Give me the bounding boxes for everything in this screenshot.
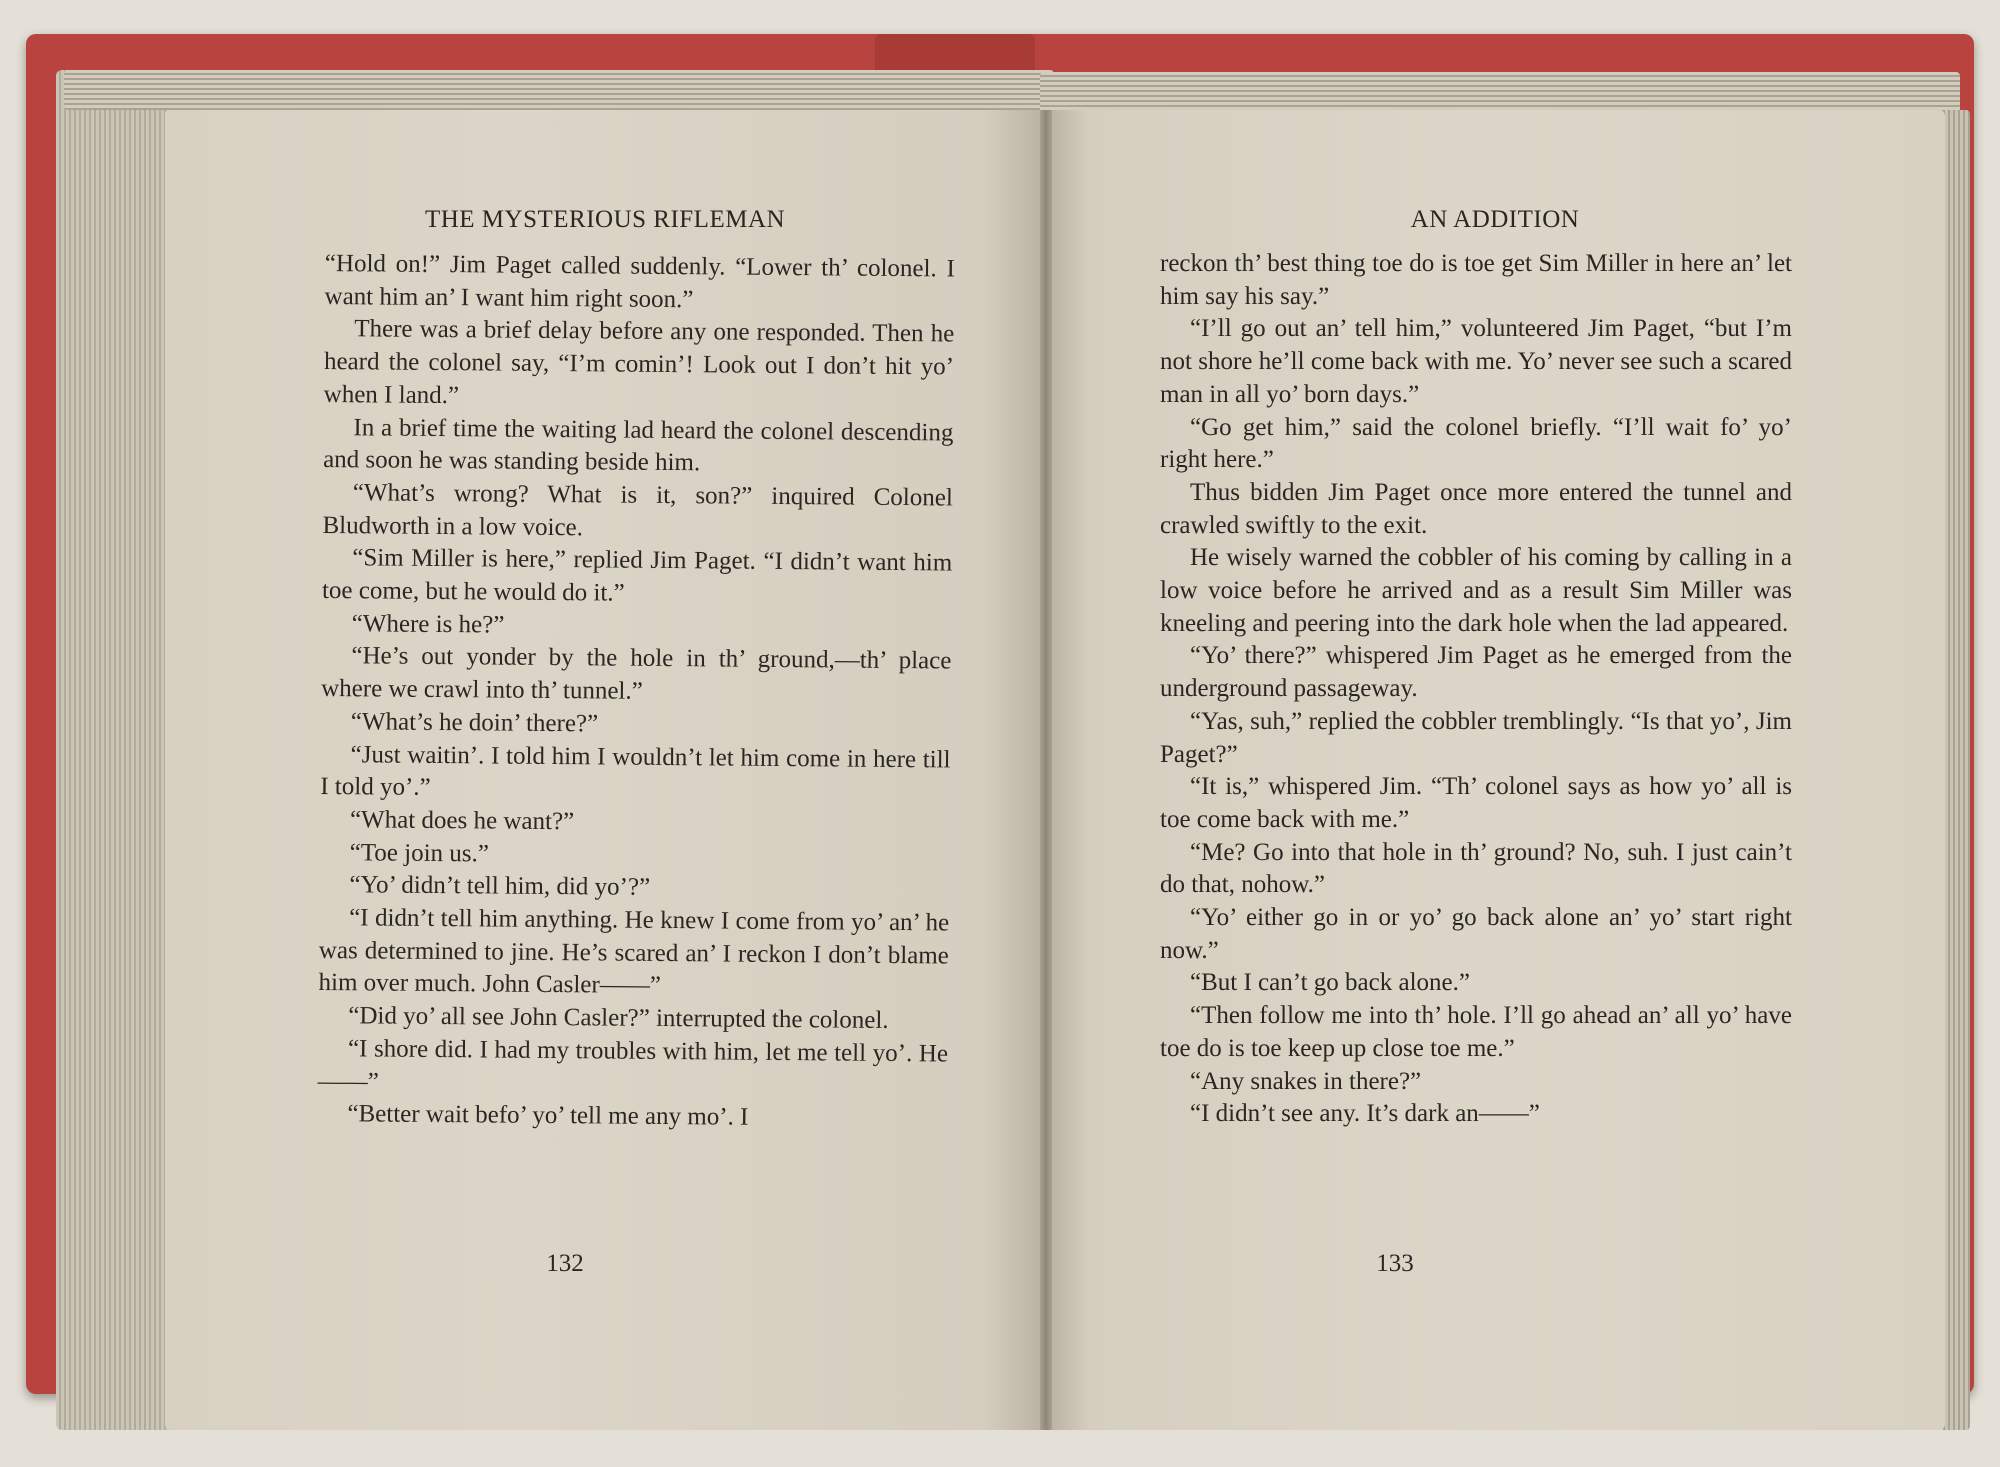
- paragraph: He wisely warned the cobbler of his coming by calling in a low voice before he arrived and as a result Sim Miller was kneeling and peering into the dark hole when the lad appeared.: [1160, 544, 1792, 637]
- paragraph: “What’s he doin’ there?”: [350, 708, 599, 738]
- paragraph: “But I can’t go back alone.”: [1190, 969, 1470, 997]
- right-page: [1045, 110, 1945, 1430]
- book-gutter: [1040, 110, 1052, 1430]
- paragraph: “Yo’ there?” whispered Jim Paget as he emerged from the underground passageway.: [1160, 642, 1792, 703]
- paragraph: “Hold on!” Jim Paget called suddenly. “Lower th’ colonel. I want him an’ I want him right soon.”: [324, 249, 955, 313]
- paragraph: reckon th’ best thing toe do is toe get Sim Miller in here an’ let him say his say.”: [1160, 250, 1792, 310]
- paragraph: “Yo’ either go in or yo’ go back alone an’ yo’ start right now.”: [1160, 904, 1792, 964]
- paragraph: “Go get him,” said the colonel briefly. “I’ll wait fo’ yo’ right here.”: [1160, 413, 1792, 474]
- page-number: 133: [1376, 1250, 1414, 1277]
- paragraph: “Toe join us.”: [349, 838, 490, 868]
- paragraph: “Better wait befo’ yo’ tell me any mo’. I: [347, 1100, 749, 1132]
- paragraph: “He’s out yonder by the hole in th’ ground,—th’ place where we crawl into th’ tunnel.”: [321, 642, 952, 705]
- paragraph: “Did yo’ all see John Casler?” interrupted the colonel.: [348, 1002, 889, 1035]
- paragraph: “Where is he?”: [351, 609, 505, 639]
- paragraph: “Yo’ didn’t tell him, did yo’?”: [349, 871, 651, 902]
- paragraph: “What does he want?”: [349, 806, 575, 836]
- page-number: 132: [546, 1250, 584, 1277]
- running-head: THE MYSTERIOUS RIFLEMAN: [424, 206, 786, 233]
- running-head: AN ADDITION: [1410, 206, 1580, 233]
- paragraph: “I didn’t tell him anything. He knew I come from yo’ an’ he was determined to jine. He’s scared an’ I reckon I don’t blame him over much. John Casler——”: [318, 904, 950, 1000]
- left-page: [165, 110, 1045, 1430]
- paragraph: “Me? Go into that hole in th’ ground? No, suh. I just cain’t do that, nohow.”: [1160, 838, 1792, 899]
- page-text: [1160, 248, 1792, 1131]
- paragraph: “I’ll go out an’ tell him,” volunteered Jim Paget, “but I’m not shore he’ll come back with me. Yo’ never see such a scared man in all yo’ born days.”: [1160, 315, 1792, 408]
- paragraph: “Sim Miller is here,” replied Jim Paget. “I didn’t want him toe come, but he would do it.”: [321, 544, 953, 607]
- paragraph: “It is,” whispered Jim. “Th’ colonel says as how yo’ all is toe come back with me.”: [1160, 773, 1792, 833]
- paragraph: Thus bidden Jim Paget once more entered the tunnel and crawled swiftly to the exit.: [1160, 478, 1792, 539]
- paragraph: “Then follow me into th’ hole. I’ll go ahead an’ all yo’ have toe do is toe keep up close toe me.”: [1160, 1002, 1792, 1062]
- paragraph: “Yas, suh,” replied the cobbler tremblingly. “Is that yo’, Jim Paget?”: [1160, 707, 1792, 768]
- page-edges-top-left: [64, 70, 1054, 110]
- paragraph: There was a brief delay before any one responded. Then he heard the colonel say, “I’m comin’! Look out I don’t hit yo’ when I land.”: [323, 315, 955, 409]
- paragraph: “Just waitin’. I told him I wouldn’t let him come in here till I told yo’.”: [320, 740, 951, 802]
- paragraph: “I didn’t see any. It’s dark an——”: [1190, 1100, 1540, 1128]
- paragraph: “Any snakes in there?”: [1190, 1067, 1422, 1095]
- paragraph: “What’s wrong? What is it, son?” inquired Colonel Bludworth in a low voice.: [322, 479, 953, 541]
- paragraph: In a brief time the waiting lad heard the colonel descending and soon he was standing beside him.: [323, 413, 954, 477]
- paragraph: “I shore did. I had my troubles with him, let me tell yo’. He——”: [317, 1035, 949, 1096]
- page-text: [317, 248, 955, 1136]
